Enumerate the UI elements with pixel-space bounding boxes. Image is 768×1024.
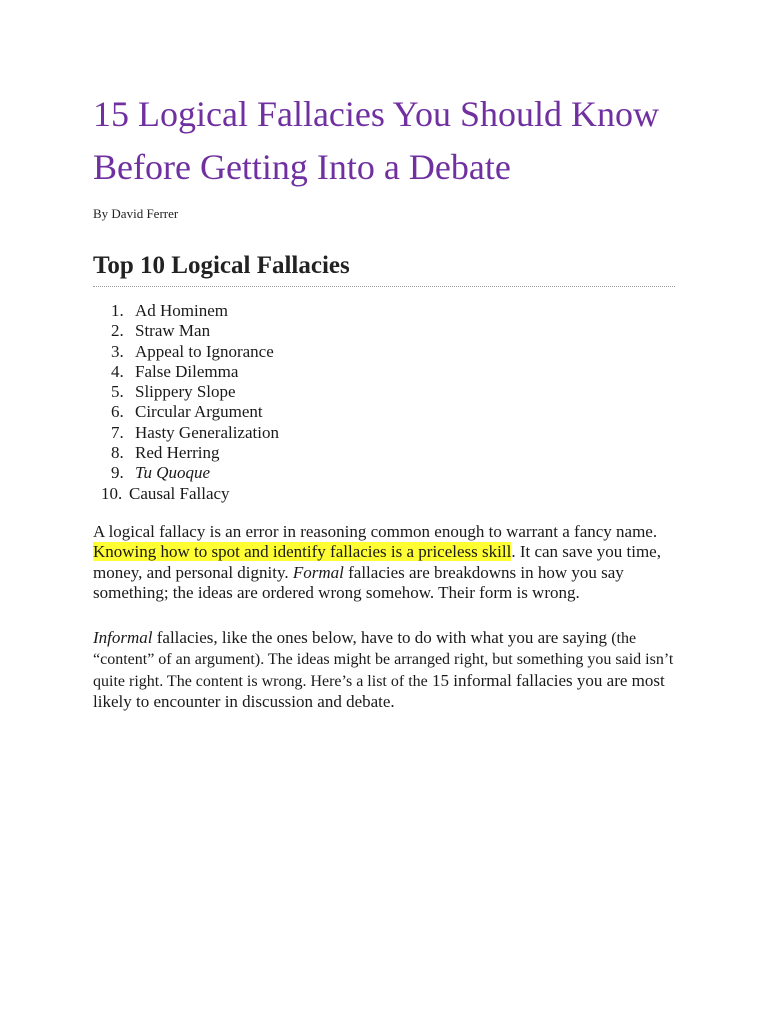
list-item-label: Straw Man xyxy=(135,321,211,341)
list-number: 6. xyxy=(111,402,124,422)
list-number: 3. xyxy=(111,341,124,361)
paragraph-text: fallacies, like the ones below, have to do with what you are saying xyxy=(152,627,612,647)
list-number: 2. xyxy=(111,321,124,341)
highlighted-text: Knowing how to spot and identify fallacies is a priceless skill xyxy=(93,542,512,562)
paragraph-text: . It can save you time, money, and personal dignity. xyxy=(93,542,661,582)
list-item xyxy=(111,463,675,483)
list-item-label: Tu Quoque xyxy=(135,463,211,483)
list-number: 8. xyxy=(111,443,124,463)
list-number: 7. xyxy=(111,422,124,442)
informal-paragraph xyxy=(93,628,678,713)
fallacy-list xyxy=(93,301,675,504)
list-item-label: Red Herring xyxy=(135,443,220,463)
list-number: 9. xyxy=(111,463,124,483)
list-number: 1. xyxy=(111,301,124,320)
list-item xyxy=(111,321,675,341)
section-heading: Top 10 Logical Fallacies xyxy=(93,252,675,287)
list-item-label: Ad Hominem xyxy=(135,301,229,320)
list-item xyxy=(101,484,675,504)
list-item-label: Causal Fallacy xyxy=(129,483,230,503)
list-number: 10. xyxy=(101,483,123,503)
italic-term: Informal xyxy=(93,627,153,647)
list-item xyxy=(111,423,675,443)
article-title: 15 Logical Fallacies You Should Know Before Getting Into a Debate xyxy=(93,94,659,187)
list-item-label: Appeal to Ignorance xyxy=(135,341,274,361)
list-item xyxy=(111,342,675,362)
paragraph-text: A logical fallacy is an error in reasoning common enough to warrant a fancy name. xyxy=(93,521,658,541)
list-item-label: Hasty Generalization xyxy=(135,422,279,442)
list-item xyxy=(111,402,675,422)
paragraph-text: 15 informal fallacies you are most likely to encounter in discussion and debate. xyxy=(93,670,665,712)
list-item xyxy=(111,382,675,402)
paragraph-text: (the “content” of an argument). The ideas might be arranged right, but something you said isn’t quite right. The content is wrong. Here’s a list of the xyxy=(93,629,674,690)
list-number: 4. xyxy=(111,361,124,381)
list-item xyxy=(111,362,675,382)
list-item-label: Circular Argument xyxy=(135,402,263,422)
list-item-label: Slippery Slope xyxy=(135,382,236,402)
list-item xyxy=(111,443,675,463)
list-item-label: False Dilemma xyxy=(135,361,239,381)
paragraph-text: fallacies are breakdowns in how you say something; the ideas are ordered wrong somehow. Their form is wrong. xyxy=(93,562,624,603)
intro-paragraph xyxy=(93,522,678,604)
list-number: 5. xyxy=(111,382,124,402)
byline: By David Ferrer xyxy=(93,206,179,221)
list-item xyxy=(111,301,675,321)
italic-term: Formal xyxy=(292,562,344,582)
